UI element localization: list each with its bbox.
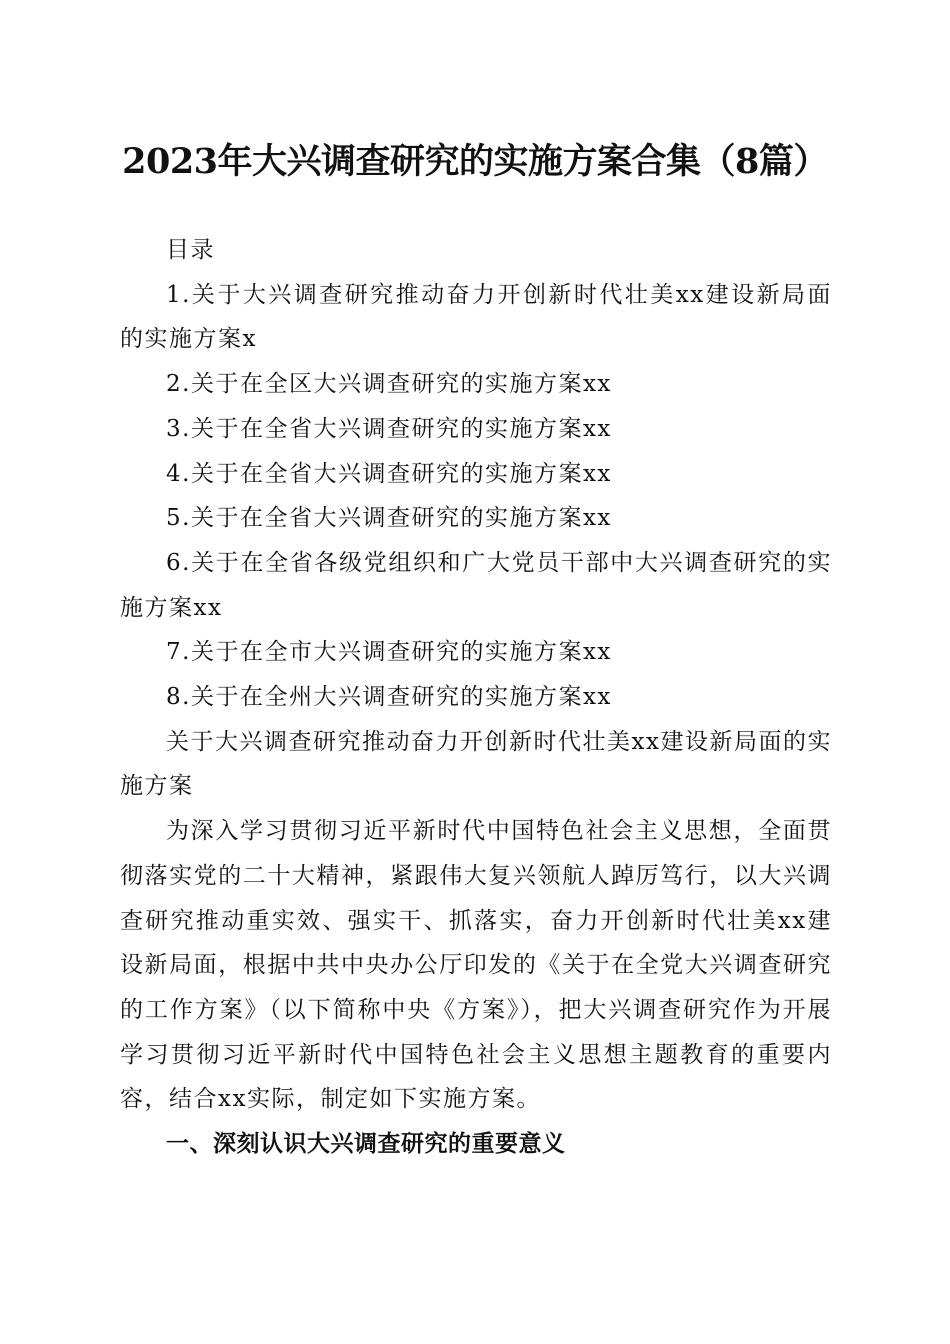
toc-item-3: 3.关于在全省大兴调查研究的实施方案xx: [166, 415, 612, 442]
toc-heading: 目录: [166, 237, 215, 263]
toc-item-6: 6.关于在全省各级党组织和广大党员干部中大兴调查研究的实施方案xx: [120, 549, 832, 621]
heading-1: 一、深刻认识大兴调查研究的重要意义: [166, 1131, 566, 1158]
toc-item-1: 1.关于大兴调查研究推动奋力开创新时代壮美xx建设新局面的实施方案x: [120, 281, 832, 353]
toc-item-2: 2.关于在全区大兴调查研究的实施方案xx: [166, 371, 612, 398]
toc-item-4: 4.关于在全省大兴调查研究的实施方案xx: [166, 460, 612, 487]
document-title: 2023年大兴调查研究的实施方案合集（8篇）: [122, 141, 828, 182]
toc-item-5: 5.关于在全省大兴调查研究的实施方案xx: [166, 505, 612, 532]
document-body: [120, 228, 832, 1167]
toc-item-7: 7.关于在全市大兴调查研究的实施方案xx: [166, 639, 612, 666]
intro-paragraph: 为深入学习贯彻习近平新时代中国特色社会主义思想，全面贯彻落实党的二十大精神，紧跟伟大复兴领航人踔厉笃行，以大兴调查研究推动重实效、强实干、抓落实，奋力开创新时代壮美xx建设新局面，根据中共中央办公厅印发的《关于在全党大兴调查研究的工作方案》（以下简称中央《方案》），把大兴调查研究作为开展学习贯彻习近平新时代中国特色社会主义思想主题教育的重要内容，结合xx实际，制定如下实施方案。: [120, 818, 832, 1113]
section-title: 关于大兴调查研究推动奋力开创新时代壮美xx建设新局面的实施方案: [120, 728, 832, 800]
toc-item-8: 8.关于在全州大兴调查研究的实施方案xx: [166, 684, 612, 711]
